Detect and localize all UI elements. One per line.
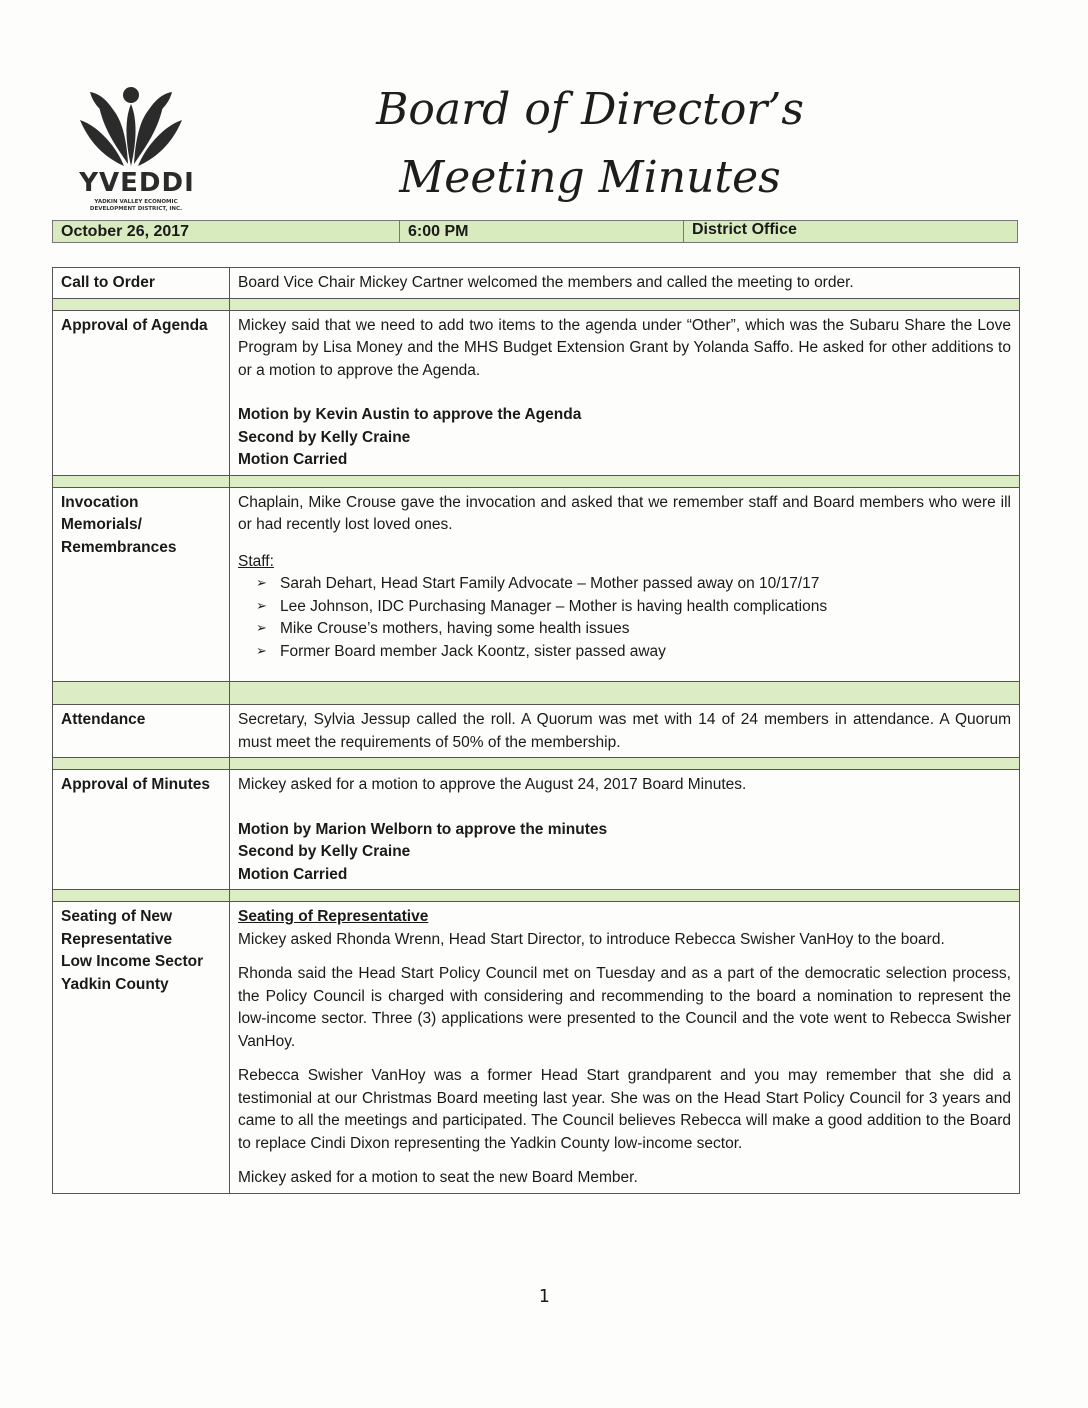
section-label: Approval of Agenda	[53, 310, 230, 475]
spacer-row	[53, 758, 1020, 770]
spacer-row	[53, 298, 1020, 310]
row-call-to-order	[53, 268, 1020, 299]
invocation-text: Chaplain, Mike Crouse gave the invocation and asked that we remember staff and Board members who were ill or had recently lost loved ones.	[238, 493, 1011, 533]
minutes-table	[52, 267, 1020, 1194]
meeting-time: 6:00 PM	[408, 223, 469, 240]
logo-subtitle: YADKIN VALLEY ECONOMIC DEVELOPMENT DISTRICT, INC.	[89, 199, 183, 212]
spacer-row	[53, 682, 1020, 705]
list-item: ➢ Sarah Dehart, Head Start Family Advocate – Mother passed away on 10/17/17	[256, 573, 1011, 596]
spacer-row	[53, 475, 1020, 487]
page-number: 1	[538, 1286, 550, 1307]
list-item: ➢ Former Board member Jack Koontz, sister passed away	[256, 641, 1011, 664]
row-attendance	[53, 705, 1020, 758]
seating-paragraph: Mickey asked Rhonda Wrenn, Head Start Director, to introduce Rebecca Swisher VanHoy to the board.	[238, 930, 945, 948]
seating-heading: Seating of Representative	[238, 908, 429, 925]
list-item: ➢ Lee Johnson, IDC Purchasing Manager – Mother is having health complications	[256, 596, 1011, 619]
section-label: Call to Order	[53, 268, 230, 299]
seating-paragraph: Rhonda said the Head Start Policy Council met on Tuesday and as a part of the democratic selection process, the Policy Council is charged with considering and recommending to the board a nomination to represent the low-income sector. Three (3) applications were presented to the Council and the vote went to Rebecca Swisher VanHoy.	[238, 965, 1011, 1050]
section-body	[230, 487, 1020, 682]
section-body	[230, 705, 1020, 758]
page-title	[300, 76, 880, 212]
minutes-text: Mickey asked for a motion to approve the August 24, 2017 Board Minutes.	[238, 776, 747, 793]
meeting-header-bar	[52, 220, 1018, 243]
staff-list	[238, 573, 1011, 663]
yveddi-logo	[52, 86, 222, 218]
title-line-2: Meeting Minutes	[399, 152, 781, 203]
section-label: Seating of New Representative Low Income Sector Yadkin County	[53, 902, 230, 1194]
seating-paragraph: Rebecca Swisher VanHoy was a former Head Start grandparent and you may remember that she did a testimonial at our Christmas Board meeting last year. She was on the Head Start Policy Council for 3 years and came to all the meetings and participated. The Council believes Rebecca will make a good addition to the Board to replace Cindi Dixon representing the Yadkin County low-income sector.	[238, 1067, 1011, 1152]
agenda-motion: Motion by Kevin Austin to approve the Agenda	[238, 406, 582, 423]
section-body	[230, 268, 1020, 299]
spacer-row	[53, 890, 1020, 902]
row-seating	[53, 902, 1020, 1194]
row-invocation	[53, 487, 1020, 682]
staff-heading: Staff:	[238, 552, 274, 570]
row-approval-of-agenda	[53, 310, 1020, 475]
minutes-result: Motion Carried	[238, 865, 348, 883]
agenda-second: Second by Kelly Craine	[238, 428, 411, 446]
agenda-result: Motion Carried	[238, 451, 348, 468]
row-approval-of-minutes	[53, 770, 1020, 890]
agenda-text: Mickey said that we need to add two items to the agenda under “Other”, which was the Subaru Share the Love Program by Lisa Money and the MHS Budget Extension Grant by Yolanda Saffo. He asked for other additions to or a motion to approve the Agenda.	[238, 316, 1011, 379]
logo-leaves-icon	[76, 86, 186, 170]
meeting-date: October 26, 2017	[61, 223, 190, 240]
section-label: Approval of Minutes	[53, 770, 230, 890]
call-to-order-text: Board Vice Chair Mickey Cartner welcomed the members and called the meeting to order.	[238, 274, 854, 291]
section-body	[230, 770, 1020, 890]
minutes-motion: Motion by Marion Welborn to approve the minutes	[238, 820, 608, 838]
attendance-text: Secretary, Sylvia Jessup called the roll. A Quorum was met with 14 of 24 members in attendance. A Quorum must meet the requirements of 50% of the membership.	[238, 711, 1011, 751]
section-body	[230, 902, 1020, 1194]
seating-paragraph: Mickey asked for a motion to seat the new Board Member.	[238, 1169, 638, 1186]
section-label: Attendance	[53, 705, 230, 758]
meeting-location: District Office	[692, 221, 797, 238]
logo-name: YVEDDI	[79, 168, 195, 198]
minutes-second: Second by Kelly Craine	[238, 843, 411, 860]
list-item: ➢ Mike Crouse’s mothers, having some health issues	[256, 618, 1011, 641]
section-body	[230, 310, 1020, 475]
title-line-1: Board of Director’s	[376, 84, 804, 135]
section-label: Invocation Memorials/ Remembrances	[53, 487, 230, 682]
